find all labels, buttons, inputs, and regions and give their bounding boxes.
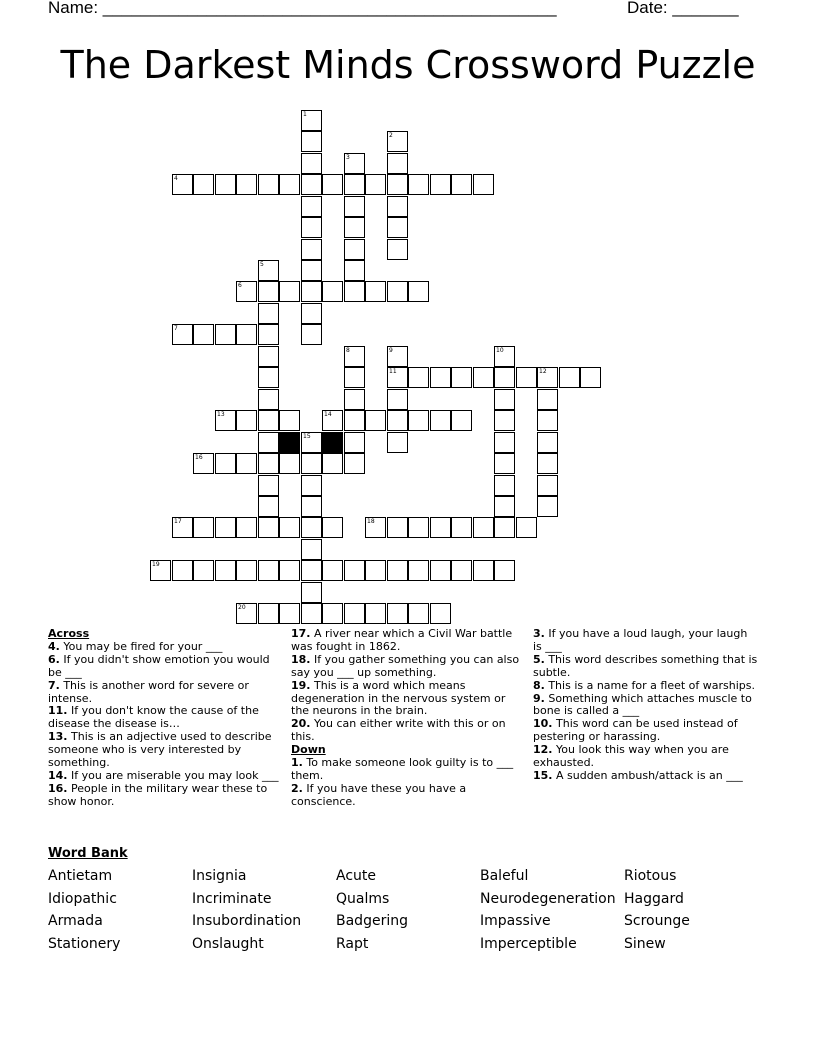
crossword-cell[interactable] bbox=[387, 346, 408, 367]
crossword-cell[interactable] bbox=[344, 217, 365, 238]
clue-num: 12. bbox=[533, 743, 553, 757]
crossword-cell[interactable] bbox=[473, 560, 494, 581]
word-bank-item: Badgering bbox=[336, 913, 408, 930]
crossword-cell[interactable] bbox=[494, 517, 515, 538]
clue-number: 4 bbox=[174, 175, 178, 182]
word-bank-item: Antietam bbox=[48, 868, 113, 884]
clue-text: If you have these you have a conscience. bbox=[291, 781, 467, 808]
clue-num: 11. bbox=[48, 704, 68, 718]
word-bank-item: Onslaught bbox=[192, 935, 264, 952]
word-bank-title: Word Bank bbox=[48, 846, 128, 861]
crossword-cell[interactable] bbox=[387, 239, 408, 260]
crossword-cell[interactable] bbox=[451, 367, 472, 388]
clue-number: 10 bbox=[496, 347, 504, 354]
crossword-cell[interactable] bbox=[365, 560, 386, 581]
clue-text: This is a name for a fleet of warships. bbox=[544, 678, 755, 692]
crossword-cell[interactable] bbox=[258, 303, 279, 324]
crossword-cell[interactable] bbox=[215, 517, 236, 538]
crossword-cell[interactable] bbox=[236, 453, 257, 474]
clue-text: You look this way when you are exhausted. bbox=[533, 743, 729, 770]
crossword-cell[interactable] bbox=[408, 560, 429, 581]
across-clue bbox=[48, 783, 280, 809]
clue-number: 14 bbox=[324, 411, 332, 418]
crossword-cell[interactable] bbox=[279, 174, 300, 195]
crossword-cell[interactable] bbox=[344, 239, 365, 260]
clue-num: 16. bbox=[48, 781, 68, 795]
crossword-cell[interactable] bbox=[193, 517, 214, 538]
clue-number: 12 bbox=[539, 368, 547, 375]
clue-text: If you are miserable you may look ___ bbox=[67, 768, 279, 782]
crossword-cell[interactable] bbox=[344, 367, 365, 388]
down-clue bbox=[533, 628, 758, 654]
crossword-cell[interactable] bbox=[258, 453, 279, 474]
crossword-cell[interactable] bbox=[215, 324, 236, 345]
across-clue bbox=[291, 628, 521, 654]
clue-text: If you don't know the cause of the disease the disease is… bbox=[48, 704, 259, 731]
clue-text: If you have a loud laugh, your laugh is ___ bbox=[533, 627, 748, 653]
clue-text: If you gather something you can also say you ___ up something. bbox=[291, 652, 520, 679]
clues-column-3 bbox=[533, 628, 758, 783]
clue-num: 8. bbox=[533, 678, 545, 692]
clue-num: 20. bbox=[291, 717, 311, 731]
word-bank-item: Imperceptible bbox=[480, 935, 577, 952]
crossword-cell[interactable] bbox=[537, 410, 558, 431]
across-clue bbox=[291, 680, 521, 719]
crossword-cell[interactable] bbox=[473, 174, 494, 195]
crossword-cell[interactable] bbox=[193, 324, 214, 345]
crossword-cell[interactable] bbox=[344, 389, 365, 410]
crossword-cell[interactable] bbox=[408, 174, 429, 195]
crossword-cell[interactable] bbox=[258, 496, 279, 517]
clue-num: 18. bbox=[291, 652, 311, 666]
crossword-cell[interactable] bbox=[387, 153, 408, 174]
crossword-cell[interactable] bbox=[301, 153, 322, 174]
crossword-cell[interactable] bbox=[387, 131, 408, 152]
word-bank-item: Baleful bbox=[480, 868, 529, 884]
crossword-cell[interactable] bbox=[258, 410, 279, 431]
crossword-cell[interactable] bbox=[387, 389, 408, 410]
crossword-cell[interactable] bbox=[193, 174, 214, 195]
clue-num: 14. bbox=[48, 768, 68, 782]
crossword-cell[interactable] bbox=[494, 560, 515, 581]
crossword-cell[interactable] bbox=[236, 517, 257, 538]
crossword-cell[interactable] bbox=[258, 517, 279, 538]
crossword-cell[interactable] bbox=[387, 174, 408, 195]
word-bank-item: Scrounge bbox=[624, 913, 690, 930]
crossword-cell[interactable] bbox=[537, 432, 558, 453]
word-bank-item: Insignia bbox=[192, 868, 247, 884]
clue-number: 13 bbox=[217, 411, 225, 418]
word-bank-item: Acute bbox=[336, 868, 377, 884]
clue-num: 15. bbox=[533, 768, 553, 782]
crossword-cell[interactable] bbox=[516, 517, 537, 538]
crossword-cell[interactable] bbox=[344, 196, 365, 217]
crossword-cell[interactable] bbox=[537, 367, 558, 388]
clue-num: 1. bbox=[291, 756, 303, 770]
clues-column-2 bbox=[291, 628, 521, 809]
crossword-cell[interactable] bbox=[430, 560, 451, 581]
crossword-cell[interactable] bbox=[451, 410, 472, 431]
crossword-cell[interactable] bbox=[215, 560, 236, 581]
puzzle-title: The Darkest Minds Crossword Puzzle bbox=[60, 43, 756, 87]
word-bank-item: Rapt bbox=[336, 935, 369, 952]
word-bank-item: Riotous bbox=[624, 868, 677, 884]
crossword-cell[interactable] bbox=[387, 517, 408, 538]
crossword-cell[interactable] bbox=[258, 603, 279, 624]
crossword-cell[interactable] bbox=[322, 281, 343, 302]
crossword-cell[interactable] bbox=[301, 196, 322, 217]
down-clue bbox=[533, 770, 758, 783]
crossword-cell[interactable] bbox=[365, 410, 386, 431]
crossword-cell[interactable] bbox=[258, 389, 279, 410]
word-bank-item: Incriminate bbox=[192, 890, 272, 907]
crossword-cell[interactable] bbox=[408, 367, 429, 388]
across-clue bbox=[48, 705, 280, 731]
crossword-cell[interactable] bbox=[322, 453, 343, 474]
clue-text: This word can be used instead of pestering or harassing. bbox=[533, 717, 738, 744]
across-clue bbox=[48, 654, 280, 680]
crossword-cell[interactable] bbox=[344, 174, 365, 195]
crossword-cell[interactable] bbox=[215, 174, 236, 195]
crossword-cell[interactable] bbox=[301, 324, 322, 345]
crossword-cell[interactable] bbox=[344, 410, 365, 431]
crossword-cell[interactable] bbox=[301, 239, 322, 260]
name-field[interactable]: Name: ________________________________________________ bbox=[48, 0, 557, 17]
clue-num: 5. bbox=[533, 652, 545, 666]
word-bank-item: Sinew bbox=[624, 935, 666, 952]
crossword-cell[interactable] bbox=[365, 517, 386, 538]
crossword-cell[interactable] bbox=[473, 367, 494, 388]
crossword-cell[interactable] bbox=[236, 560, 257, 581]
crossword-cell[interactable] bbox=[494, 475, 515, 496]
black-cell bbox=[322, 432, 343, 453]
down-clue bbox=[291, 757, 521, 783]
clue-num: 2. bbox=[291, 781, 303, 795]
crossword-cell[interactable] bbox=[301, 517, 322, 538]
crossword-cell[interactable] bbox=[494, 496, 515, 517]
clues-column-1 bbox=[48, 628, 280, 809]
crossword-cell[interactable] bbox=[322, 410, 343, 431]
crossword-cell[interactable] bbox=[279, 281, 300, 302]
crossword-cell[interactable] bbox=[301, 560, 322, 581]
crossword-cell[interactable] bbox=[494, 432, 515, 453]
word-bank-item: Haggard bbox=[624, 890, 684, 907]
crossword-cell[interactable] bbox=[172, 517, 193, 538]
crossword-cell[interactable] bbox=[387, 603, 408, 624]
crossword-cell[interactable] bbox=[301, 303, 322, 324]
crossword-cell[interactable] bbox=[408, 517, 429, 538]
clue-text: You can either write with this or on this. bbox=[291, 717, 506, 744]
crossword-cell[interactable] bbox=[150, 560, 171, 581]
crossword-cell[interactable] bbox=[537, 475, 558, 496]
crossword-cell[interactable] bbox=[451, 560, 472, 581]
crossword-cell[interactable] bbox=[559, 367, 580, 388]
crossword-cell[interactable] bbox=[258, 260, 279, 281]
crossword-cell[interactable] bbox=[301, 432, 322, 453]
crossword-cell[interactable] bbox=[258, 432, 279, 453]
crossword-cell[interactable] bbox=[365, 603, 386, 624]
clue-text: This is an adjective used to describe someone who is very interested by something. bbox=[48, 730, 272, 770]
crossword-cell[interactable] bbox=[301, 496, 322, 517]
crossword-cell[interactable] bbox=[322, 517, 343, 538]
crossword-cell[interactable] bbox=[387, 367, 408, 388]
across-heading: Across bbox=[48, 627, 90, 640]
crossword-cell[interactable] bbox=[301, 453, 322, 474]
clue-number: 9 bbox=[389, 347, 393, 354]
crossword-cell[interactable] bbox=[258, 346, 279, 367]
clue-text: A river near which a Civil War battle was fought in 1862. bbox=[291, 627, 513, 653]
crossword-cell[interactable] bbox=[258, 560, 279, 581]
crossword-cell[interactable] bbox=[387, 410, 408, 431]
date-field[interactable]: Date: _______ bbox=[627, 0, 739, 17]
crossword-cell[interactable] bbox=[301, 475, 322, 496]
down-clue bbox=[533, 744, 758, 770]
across-clue bbox=[48, 731, 280, 770]
clue-text: To make someone look guilty is to ___ them. bbox=[291, 756, 514, 782]
word-bank-item: Insubordination bbox=[192, 913, 302, 930]
crossword-cell[interactable] bbox=[344, 603, 365, 624]
crossword-cell[interactable] bbox=[322, 603, 343, 624]
clue-number: 7 bbox=[174, 325, 178, 332]
crossword-cell[interactable] bbox=[301, 582, 322, 603]
crossword-cell[interactable] bbox=[322, 560, 343, 581]
clue-text: If you didn't show emotion you would be ___ bbox=[48, 652, 270, 679]
crossword-cell[interactable] bbox=[258, 281, 279, 302]
crossword-cell[interactable] bbox=[387, 196, 408, 217]
word-bank-item: Idiopathic bbox=[48, 890, 117, 907]
crossword-cell[interactable] bbox=[344, 346, 365, 367]
down-clue bbox=[533, 718, 758, 744]
clue-num: 4. bbox=[48, 639, 60, 653]
clue-text: People in the military wear these to show honor. bbox=[48, 781, 268, 808]
crossword-cell[interactable] bbox=[193, 560, 214, 581]
crossword-cell[interactable] bbox=[172, 560, 193, 581]
crossword-cell[interactable] bbox=[537, 496, 558, 517]
crossword-cell[interactable] bbox=[494, 410, 515, 431]
across-clue bbox=[291, 718, 521, 744]
down-clue bbox=[533, 693, 758, 719]
crossword-cell[interactable] bbox=[258, 367, 279, 388]
crossword-cell[interactable] bbox=[537, 389, 558, 410]
crossword-cell[interactable] bbox=[344, 281, 365, 302]
clue-number: 2 bbox=[389, 132, 393, 139]
clue-number: 20 bbox=[238, 604, 246, 611]
crossword-cell[interactable] bbox=[430, 517, 451, 538]
crossword-cell[interactable] bbox=[430, 174, 451, 195]
crossword-cell[interactable] bbox=[279, 603, 300, 624]
crossword-cell[interactable] bbox=[301, 281, 322, 302]
clue-text: This word describes something that is subtle. bbox=[533, 652, 758, 679]
crossword-cell[interactable] bbox=[344, 453, 365, 474]
crossword-cell[interactable] bbox=[301, 110, 322, 131]
crossword-cell[interactable] bbox=[301, 131, 322, 152]
crossword-cell[interactable] bbox=[430, 410, 451, 431]
clue-num: 13. bbox=[48, 730, 68, 744]
crossword-cell[interactable] bbox=[494, 367, 515, 388]
crossword-cell[interactable] bbox=[451, 174, 472, 195]
clue-number: 19 bbox=[152, 561, 160, 568]
clue-number: 15 bbox=[303, 433, 311, 440]
word-bank-item: Neurodegeneration bbox=[480, 890, 616, 907]
crossword-cell[interactable] bbox=[387, 560, 408, 581]
crossword-cell[interactable] bbox=[408, 281, 429, 302]
clue-number: 6 bbox=[238, 282, 242, 289]
crossword-cell[interactable] bbox=[344, 432, 365, 453]
crossword-cell[interactable] bbox=[430, 603, 451, 624]
clue-text: This is a word which means degeneration in the nervous system or the neurons in the brain. bbox=[291, 678, 506, 718]
clue-number: 8 bbox=[346, 347, 350, 354]
crossword-cell[interactable] bbox=[279, 517, 300, 538]
clue-number: 5 bbox=[260, 261, 264, 268]
crossword-cell[interactable] bbox=[258, 174, 279, 195]
crossword-cell[interactable] bbox=[236, 174, 257, 195]
crossword-cell[interactable] bbox=[387, 217, 408, 238]
clue-num: 3. bbox=[533, 627, 545, 640]
down-clue bbox=[533, 654, 758, 680]
crossword-cell[interactable] bbox=[344, 560, 365, 581]
crossword-cell[interactable] bbox=[236, 603, 257, 624]
crossword-cell[interactable] bbox=[279, 410, 300, 431]
word-bank-item: Stationery bbox=[48, 935, 121, 952]
crossword-cell[interactable] bbox=[258, 324, 279, 345]
clue-text: Something which attaches muscle to bone is called a ___ bbox=[533, 691, 752, 718]
crossword-cell[interactable] bbox=[236, 410, 257, 431]
clue-number: 1 bbox=[303, 111, 307, 118]
clue-num: 9. bbox=[533, 691, 545, 705]
crossword-cell[interactable] bbox=[408, 410, 429, 431]
black-cell bbox=[279, 432, 300, 453]
crossword-cell[interactable] bbox=[473, 517, 494, 538]
crossword-cell[interactable] bbox=[301, 217, 322, 238]
crossword-cell[interactable] bbox=[344, 153, 365, 174]
down-clue bbox=[291, 783, 521, 809]
crossword-cell[interactable] bbox=[344, 260, 365, 281]
crossword-cell[interactable] bbox=[494, 346, 515, 367]
clue-num: 17. bbox=[291, 627, 311, 640]
crossword-cell[interactable] bbox=[516, 367, 537, 388]
crossword-cell[interactable] bbox=[322, 174, 343, 195]
clue-num: 10. bbox=[533, 717, 553, 731]
crossword-cell[interactable] bbox=[172, 174, 193, 195]
crossword-cell[interactable] bbox=[387, 432, 408, 453]
crossword-cell[interactable] bbox=[279, 453, 300, 474]
crossword-cell[interactable] bbox=[193, 453, 214, 474]
clue-number: 17 bbox=[174, 518, 182, 525]
clue-text: A sudden ambush/attack is an ___ bbox=[552, 768, 743, 782]
clue-number: 18 bbox=[367, 518, 375, 525]
crossword-cell[interactable] bbox=[301, 260, 322, 281]
clue-number: 16 bbox=[195, 454, 203, 461]
crossword-cell[interactable] bbox=[236, 281, 257, 302]
crossword-cell[interactable] bbox=[301, 174, 322, 195]
across-clue bbox=[48, 680, 280, 706]
crossword-cell[interactable] bbox=[537, 453, 558, 474]
crossword-cell[interactable] bbox=[494, 453, 515, 474]
crossword-cell[interactable] bbox=[494, 389, 515, 410]
down-heading: Down bbox=[291, 743, 326, 757]
crossword-cell[interactable] bbox=[215, 410, 236, 431]
clue-text: This is another word for severe or intense. bbox=[48, 678, 249, 705]
clue-num: 19. bbox=[291, 678, 311, 692]
clue-num: 7. bbox=[48, 678, 60, 692]
crossword-cell[interactable] bbox=[365, 174, 386, 195]
crossword-cell[interactable] bbox=[236, 324, 257, 345]
crossword-cell[interactable] bbox=[387, 281, 408, 302]
crossword-cell[interactable] bbox=[365, 281, 386, 302]
crossword-cell[interactable] bbox=[301, 603, 322, 624]
crossword-cell[interactable] bbox=[258, 475, 279, 496]
clue-number: 3 bbox=[346, 154, 350, 161]
crossword-cell[interactable] bbox=[301, 539, 322, 560]
crossword-cell[interactable] bbox=[580, 367, 601, 388]
crossword-cell[interactable] bbox=[408, 603, 429, 624]
word-bank-item: Qualms bbox=[336, 890, 390, 907]
word-bank-item: Armada bbox=[48, 913, 103, 930]
across-clue bbox=[291, 654, 521, 680]
crossword-cell[interactable] bbox=[451, 517, 472, 538]
crossword-cell[interactable] bbox=[172, 324, 193, 345]
clue-num: 6. bbox=[48, 652, 60, 666]
word-bank-item: Impassive bbox=[480, 913, 551, 930]
crossword-cell[interactable] bbox=[430, 367, 451, 388]
crossword-cell[interactable] bbox=[215, 453, 236, 474]
clue-number: 11 bbox=[389, 368, 397, 375]
clue-text: You may be fired for your ___ bbox=[59, 639, 223, 653]
crossword-cell[interactable] bbox=[279, 560, 300, 581]
